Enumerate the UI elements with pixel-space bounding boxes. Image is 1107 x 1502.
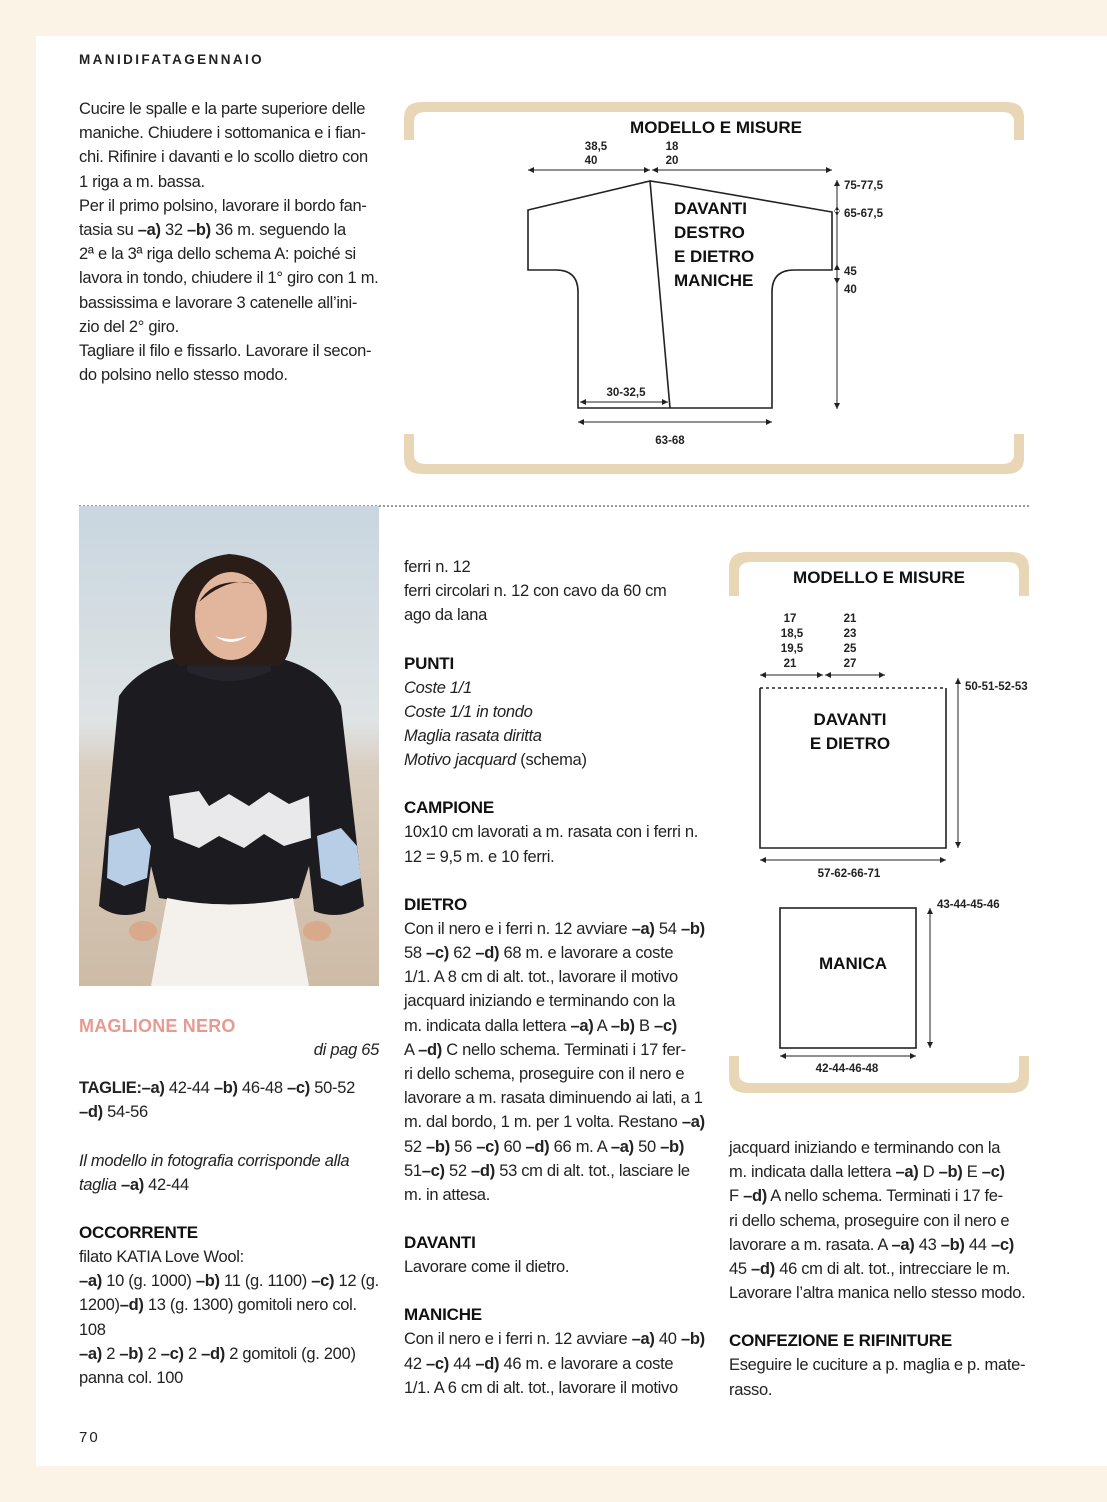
- page-number: 70: [79, 1429, 100, 1446]
- diagram-frame-bottom: [729, 1056, 1029, 1093]
- measure-label: 63-68: [655, 435, 685, 447]
- svg-text:57-62-66-71: 57-62-66-71: [817, 868, 881, 880]
- svg-text:17: 17: [783, 613, 797, 625]
- svg-text:43-44-45-46: 43-44-45-46: [937, 899, 1000, 911]
- instructions-column-2: ferri n. 12 ferri circolari n. 12 con cavo da 60 cm ago da lana PUNTI Coste 1/1 Coste 1/1 in tondo Maglia rasata diritta Motivo jacquard (schema) CAMPIONE 10x10 cm lavorati a m. rasata con i ferri n. 12 = 9,5 m. e 10 ferri. DIETRO Con il nero e i ferri n. 12 avviare –a) 54 –b) 58 –c) 62 –d) 68 m. e lavorare a coste 1/1. A 8 cm di alt. tot., lavorare il motivo jacquard iniziando e terminando con la m. indicata dalla lettera –a) A –b) B –c) A –d) C nello schema. Terminati i 17 fer- ri dello schema, proseguire con il nero e lavorare a m. rasata diminuendo ai lati, a 1 m. dal bordo, 1 m. per 1 volta. Restano –a) 52 –b) 56 –c) 60 –d) 66 m. A –a) 50 –b) 51–c) 52 –d) 53 cm di alt. tot., lasciare le m. in attesa. DAVANTI Lavorare come il dietro. MANICHE Con il nero e i ferri n. 12 avviare –a) 40 –b) 42 –c) 44 –d) 46 m. e lavorare a coste 1/1. A 6 cm di alt. tot., lavorare il motivo: [404, 558, 705, 1397]
- svg-text:E DIETRO: E DIETRO: [809, 734, 891, 753]
- diagram-2-title: MODELLO E MISURE: [793, 568, 965, 587]
- page-reference: di pag 65: [313, 1041, 379, 1059]
- piece-label: DESTRO: [674, 223, 745, 242]
- diagram-1-title: MODELLO E MISURE: [630, 118, 802, 137]
- svg-text:23: 23: [843, 628, 857, 640]
- product-title: MAGLIONE NERO: [79, 1016, 236, 1036]
- magazine-header: MANIDIFATAGENNAIO: [79, 52, 265, 67]
- measure-label: 18: [665, 141, 679, 153]
- product-info: MAGLIONE NERO di pag 65 TAGLIE:–a) 42-44 –b) 46-48 –c) 50-52 –d) 54-56 Il modello in fotografia corrisponde alla taglia –a) 42-44 OCCORRENTE filato KATIA Love Wool: –a) 10 (g. 1000) –b) 11 (g. 1100) –c) 12 (g. 1200)–d) 13 (g. 1300) gomitoli nero col. 108 –a) 2 –b) 2 –c) 2 –d) 2 gomitoli (g. 200) panna col. 100: [79, 1016, 379, 1388]
- diagram-2: [725, 548, 1035, 1096]
- measure-label: 38,5: [584, 141, 608, 153]
- piece-label: E DIETRO: [674, 247, 755, 266]
- svg-text:21: 21: [783, 658, 797, 670]
- diagram-frame-bottom: [404, 434, 1024, 474]
- svg-text:50-51-52-53: 50-51-52-53: [965, 681, 1028, 693]
- front-opening-line: [650, 181, 670, 408]
- svg-text:MANICA: MANICA: [819, 954, 887, 973]
- svg-text:21: 21: [843, 613, 857, 625]
- measure-label: 75-77,5: [844, 180, 884, 192]
- measure-label: 30-32,5: [606, 387, 646, 399]
- measure-label: 65-67,5: [844, 208, 884, 220]
- intro-text: Cucire le spalle e la parte superiore delle maniche. Chiudere i sottomanica e i fian- chi. Rifinire i davanti e lo scollo dietro con 1 riga a m. bassa. Per il primo polsino, lavorare il bordo fan- tasia su –a) 32 –b) 36 m. seguendo la 2ª e la 3ª riga dello schema A: poiché si lavora in tondo, chiudere il 1° giro con 1 m. bassissima e lavorare 3 catenelle all’ini- zio del 2° giro. Tagliare il filo e fissarlo. Lavorare il secon- do polsino nello stesso modo.: [79, 100, 379, 385]
- sleeve-outline: [780, 908, 916, 1048]
- svg-text:18,5: 18,5: [780, 628, 804, 640]
- diagram-1: [400, 96, 1030, 481]
- measure-label: 20: [665, 155, 679, 167]
- measure-label: 40: [844, 284, 857, 296]
- svg-text:19,5: 19,5: [780, 643, 804, 655]
- measure-label: 45: [844, 266, 857, 278]
- piece-label: MANICHE: [674, 271, 754, 290]
- measure-label: 40: [584, 155, 598, 167]
- svg-text:DAVANTI: DAVANTI: [813, 710, 887, 729]
- piece-label: DAVANTI: [674, 199, 748, 218]
- instructions-column-3: jacquard iniziando e terminando con la m. indicata dalla lettera –a) D –b) E –c) F –d) A nello schema. Terminati i 17 fe- ri dello schema, proseguire con il nero e lavorare a m. rasata. A –a) 43 –b) 44 –c) 45 –d) 46 cm di alt. tot., intrecciare le m. Lavorare l’altra manica nello stesso modo. CONFEZIONE E RIFINITURE Eseguire le cuciture a p. maglia e p. mate- rasso.: [729, 1139, 1026, 1399]
- svg-text:27: 27: [843, 658, 857, 670]
- svg-text:25: 25: [843, 643, 857, 655]
- svg-text:42-44-46-48: 42-44-46-48: [815, 1063, 879, 1075]
- model-photo: [79, 506, 379, 986]
